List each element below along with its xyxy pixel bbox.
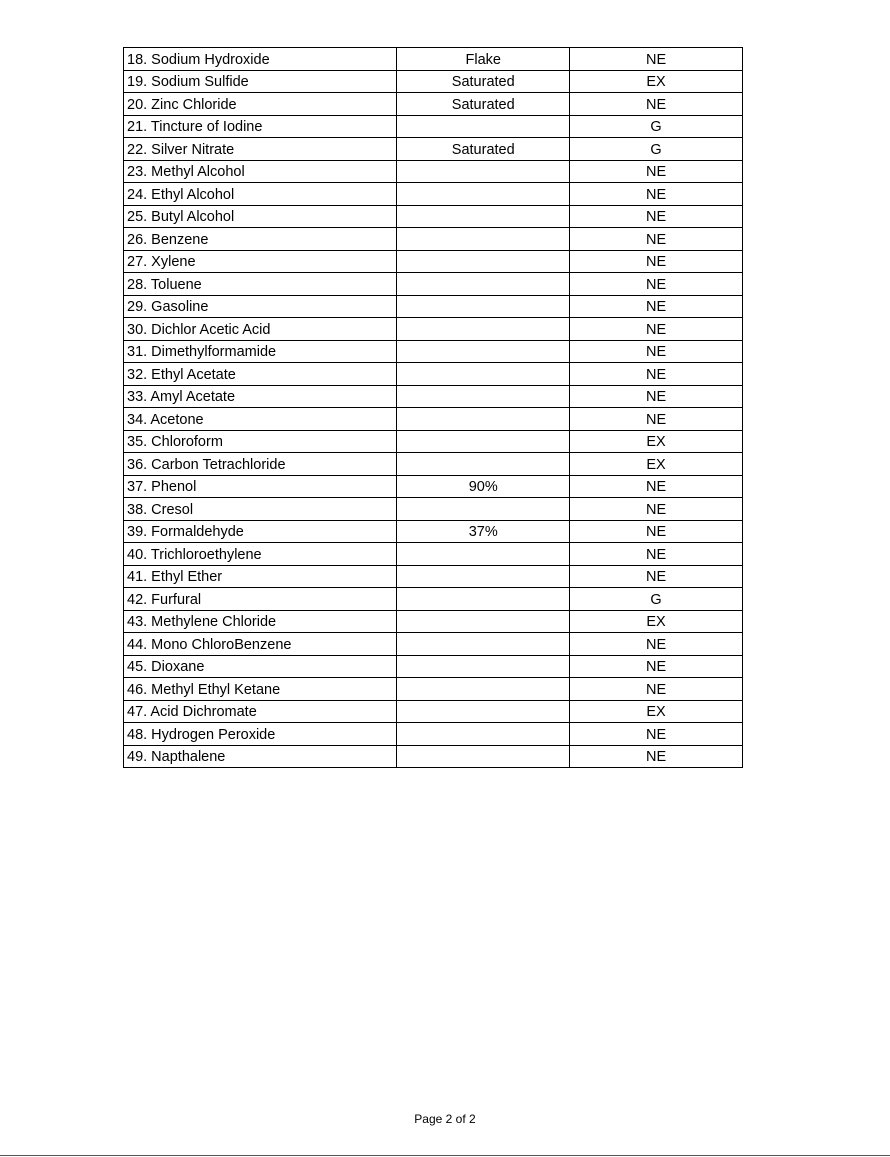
chemical-name-cell: 36. Carbon Tetrachloride [124, 453, 397, 476]
table-row [124, 273, 743, 296]
bottom-divider [0, 1155, 890, 1156]
table-row [124, 543, 743, 566]
concentration-cell: 37% [397, 520, 570, 543]
rating-cell: NE [570, 228, 743, 251]
concentration-cell [397, 228, 570, 251]
chemical-name-cell: 20. Zinc Chloride [124, 93, 397, 116]
chemical-name-cell: 22. Silver Nitrate [124, 138, 397, 161]
rating-cell: EX [570, 610, 743, 633]
table-row [124, 700, 743, 723]
rating-cell: NE [570, 678, 743, 701]
chemical-name-cell: 34. Acetone [124, 408, 397, 431]
concentration-cell [397, 385, 570, 408]
table-row [124, 588, 743, 611]
concentration-cell [397, 655, 570, 678]
chemical-name-cell: 27. Xylene [124, 250, 397, 273]
rating-cell: NE [570, 363, 743, 386]
rating-cell: NE [570, 520, 743, 543]
rating-cell: NE [570, 93, 743, 116]
rating-cell: NE [570, 318, 743, 341]
chemical-name-cell: 25. Butyl Alcohol [124, 205, 397, 228]
rating-cell: NE [570, 498, 743, 521]
concentration-cell: Saturated [397, 93, 570, 116]
table-row [124, 565, 743, 588]
table-row [124, 498, 743, 521]
rating-cell: G [570, 115, 743, 138]
rating-cell: NE [570, 633, 743, 656]
table-row [124, 520, 743, 543]
rating-cell: NE [570, 543, 743, 566]
rating-cell: NE [570, 183, 743, 206]
chemical-name-cell: 33. Amyl Acetate [124, 385, 397, 408]
rating-cell: NE [570, 565, 743, 588]
rating-cell: NE [570, 250, 743, 273]
rating-cell: NE [570, 48, 743, 71]
table-row [124, 340, 743, 363]
rating-cell: NE [570, 295, 743, 318]
table-row [124, 70, 743, 93]
rating-cell: NE [570, 655, 743, 678]
concentration-cell [397, 295, 570, 318]
chemical-name-cell: 24. Ethyl Alcohol [124, 183, 397, 206]
chemical-name-cell: 39. Formaldehyde [124, 520, 397, 543]
concentration-cell: 90% [397, 475, 570, 498]
table-row [124, 250, 743, 273]
rating-cell: NE [570, 205, 743, 228]
table-row [124, 363, 743, 386]
chemical-resistance-table [123, 47, 743, 768]
concentration-cell [397, 588, 570, 611]
rating-cell: NE [570, 475, 743, 498]
chemical-name-cell: 31. Dimethylformamide [124, 340, 397, 363]
chemical-name-cell: 44. Mono ChloroBenzene [124, 633, 397, 656]
concentration-cell [397, 183, 570, 206]
chemical-name-cell: 40. Trichloroethylene [124, 543, 397, 566]
concentration-cell [397, 160, 570, 183]
table-row [124, 228, 743, 251]
concentration-cell [397, 678, 570, 701]
concentration-cell [397, 340, 570, 363]
rating-cell: G [570, 138, 743, 161]
table-row [124, 610, 743, 633]
table-row [124, 655, 743, 678]
table-row [124, 453, 743, 476]
concentration-cell [397, 633, 570, 656]
rating-cell: EX [570, 430, 743, 453]
rating-cell: G [570, 588, 743, 611]
rating-cell: NE [570, 745, 743, 768]
chemical-name-cell: 28. Toluene [124, 273, 397, 296]
rating-cell: EX [570, 700, 743, 723]
concentration-cell: Flake [397, 48, 570, 71]
chemical-name-cell: 49. Napthalene [124, 745, 397, 768]
concentration-cell [397, 700, 570, 723]
table-row [124, 385, 743, 408]
concentration-cell: Saturated [397, 70, 570, 93]
concentration-cell [397, 363, 570, 386]
concentration-cell [397, 408, 570, 431]
chemical-name-cell: 21. Tincture of Iodine [124, 115, 397, 138]
chemical-name-cell: 29. Gasoline [124, 295, 397, 318]
table-row [124, 295, 743, 318]
rating-cell: NE [570, 723, 743, 746]
table-row [124, 475, 743, 498]
table-row [124, 183, 743, 206]
concentration-cell [397, 273, 570, 296]
chemical-name-cell: 23. Methyl Alcohol [124, 160, 397, 183]
chemical-name-cell: 43. Methylene Chloride [124, 610, 397, 633]
concentration-cell [397, 565, 570, 588]
rating-cell: NE [570, 385, 743, 408]
chemical-name-cell: 32. Ethyl Acetate [124, 363, 397, 386]
rating-cell: EX [570, 70, 743, 93]
chemical-table-body [124, 48, 743, 768]
chemical-name-cell: 35. Chloroform [124, 430, 397, 453]
chemical-name-cell: 45. Dioxane [124, 655, 397, 678]
table-row [124, 93, 743, 116]
chemical-name-cell: 48. Hydrogen Peroxide [124, 723, 397, 746]
chemical-name-cell: 26. Benzene [124, 228, 397, 251]
table-row [124, 430, 743, 453]
concentration-cell: Saturated [397, 138, 570, 161]
chemical-name-cell: 47. Acid Dichromate [124, 700, 397, 723]
rating-cell: NE [570, 160, 743, 183]
rating-cell: NE [570, 408, 743, 431]
chemical-name-cell: 46. Methyl Ethyl Ketane [124, 678, 397, 701]
table-row [124, 138, 743, 161]
table-row [124, 160, 743, 183]
concentration-cell [397, 205, 570, 228]
concentration-cell [397, 498, 570, 521]
table-row [124, 48, 743, 71]
concentration-cell [397, 453, 570, 476]
table-row [124, 678, 743, 701]
table-row [124, 205, 743, 228]
chemical-name-cell: 19. Sodium Sulfide [124, 70, 397, 93]
chemical-name-cell: 41. Ethyl Ether [124, 565, 397, 588]
table-row [124, 318, 743, 341]
concentration-cell [397, 250, 570, 273]
concentration-cell [397, 610, 570, 633]
concentration-cell [397, 745, 570, 768]
chemical-name-cell: 38. Cresol [124, 498, 397, 521]
page-number: Page 2 of 2 [414, 1112, 476, 1126]
rating-cell: EX [570, 453, 743, 476]
rating-cell: NE [570, 273, 743, 296]
concentration-cell [397, 115, 570, 138]
concentration-cell [397, 318, 570, 341]
chemical-name-cell: 18. Sodium Hydroxide [124, 48, 397, 71]
concentration-cell [397, 543, 570, 566]
table-row [124, 745, 743, 768]
table-row [124, 115, 743, 138]
chemical-name-cell: 42. Furfural [124, 588, 397, 611]
chemical-name-cell: 37. Phenol [124, 475, 397, 498]
rating-cell: NE [570, 340, 743, 363]
chemical-name-cell: 30. Dichlor Acetic Acid [124, 318, 397, 341]
table-row [124, 723, 743, 746]
table-row [124, 633, 743, 656]
concentration-cell [397, 430, 570, 453]
concentration-cell [397, 723, 570, 746]
table-row [124, 408, 743, 431]
